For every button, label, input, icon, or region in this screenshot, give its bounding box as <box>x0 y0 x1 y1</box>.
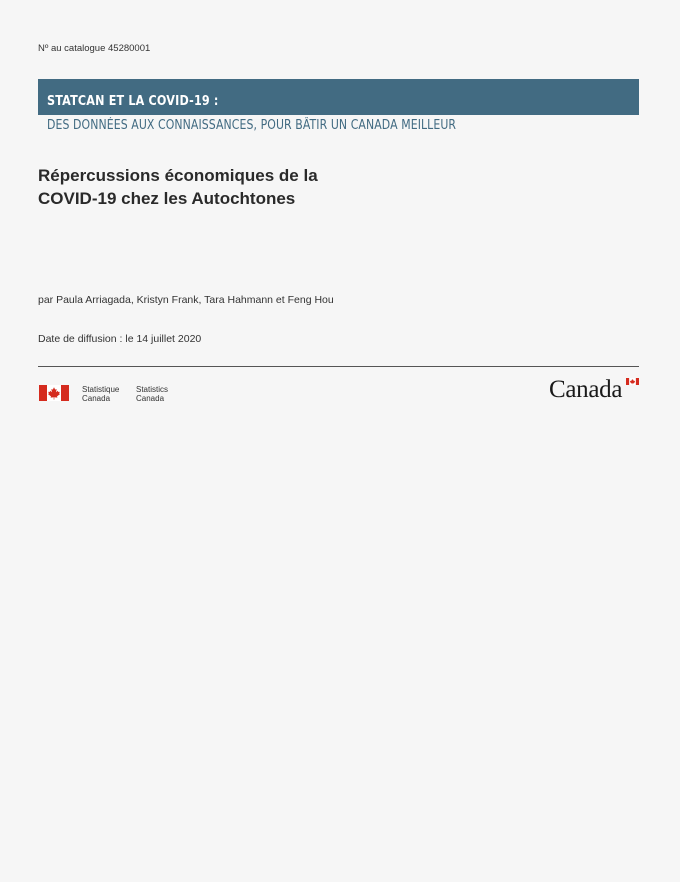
catalogue-number: Nº au catalogue 45280001 <box>38 43 151 54</box>
canada-flag-icon <box>626 378 639 385</box>
signature-english-line2: Canada <box>136 394 165 403</box>
canada-flag-icon <box>39 385 69 401</box>
document-title-line1: Répercussions économiques de la <box>38 166 318 185</box>
signature-french-line2: Canada <box>82 394 111 403</box>
divider <box>38 366 639 367</box>
banner-subtitle: DES DONNÉES AUX CONNAISSANCES, POUR BÂTIR UN CANADA MEILLEUR <box>47 118 457 133</box>
signature-french <box>82 385 119 403</box>
signature-french-line1: Statistique <box>82 385 120 394</box>
signature-english-line1: Statistics <box>136 385 169 394</box>
authors: par Paula Arriagada, Kristyn Frank, Tara Hahmann et Feng Hou <box>38 294 334 306</box>
document-title-line2: COVID-19 chez les Autochtones <box>38 189 296 208</box>
canada-wordmark: Canada <box>549 376 623 403</box>
signature-english <box>136 385 168 403</box>
document-title <box>38 164 438 210</box>
banner-title: STATCAN ET LA COVID-19 : <box>47 94 219 109</box>
release-date: Date de diffusion : le 14 juillet 2020 <box>38 333 202 345</box>
banner <box>38 79 639 115</box>
